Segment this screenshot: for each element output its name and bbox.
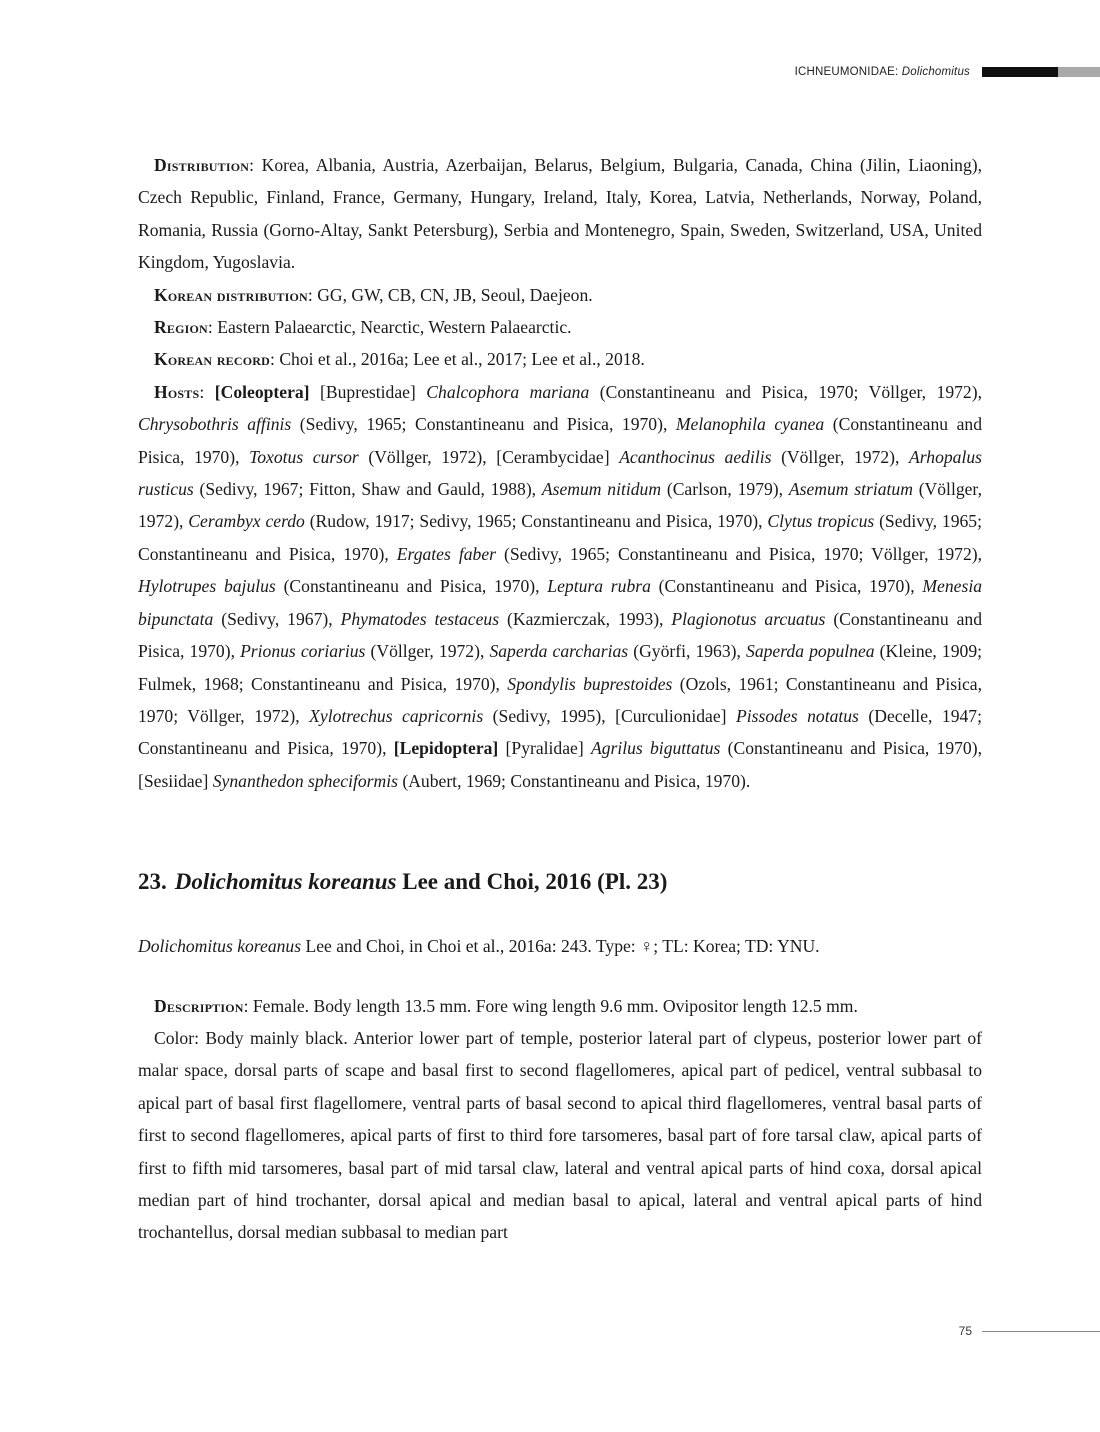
running-head-text (795, 66, 970, 78)
hosts-text: [Buprestidae] (309, 381, 427, 402)
hosts-text: : (199, 381, 215, 402)
host-order-coleoptera: [Coleoptera] (214, 381, 310, 402)
host-species: Phymatodes testaceus (340, 608, 500, 629)
host-species: Arhopalus rusticus (138, 446, 983, 500)
host-species: Asemum nitidum (541, 479, 662, 500)
korean-record-label: Korean record (154, 349, 271, 370)
host-species: Asemum striatum (788, 479, 913, 500)
hosts-text: (Völlger, 1972), (365, 641, 490, 662)
color-paragraph: Color: Body mainly black. Anterior lower part of temple, posterior lateral part of clypeus, posterior lower part of malar space, dorsal parts of scape and basal first to second flagellomeres, apical part of pedicel, ventral subbasal to apical part of basal first flagellomere, ventral parts of basal second to apical third flagellomeres, ventral basal parts of first to second flagellomeres, apical parts of first to third fore tarsomeres, basal part of fore tarsal claw, apical parts of first to fifth mid tarsomeres, basal part of mid tarsal claw, lateral and ventral apical parts of hind coxa, dorsal apical median part of hind trochanter, dorsal apical and median basal to apical, lateral and ventral apical parts of hind trochantellus, dorsal median subbasal to median part (138, 1027, 982, 1243)
species-name: Dolichomitus koreanus (174, 869, 397, 895)
host-species: Saperda carcharias (489, 641, 629, 662)
hosts-text: (Sedivy, 1995), [Curculionidae] (483, 705, 737, 726)
running-head-genus: Dolichomitus (901, 66, 970, 78)
host-species: Hylotrupes bajulus (138, 576, 276, 597)
distribution-label: Distribution (154, 155, 250, 175)
region-paragraph (138, 311, 982, 343)
synonymy-name: Dolichomitus koreanus (138, 936, 302, 957)
synonymy-line (138, 930, 982, 962)
korean-distribution-label: Korean distribution (154, 284, 308, 305)
korean-record-paragraph (138, 343, 982, 375)
running-head (795, 66, 1100, 78)
hosts-text: (Völlger, 1972), (138, 479, 982, 532)
species-authority: Lee and Choi, 2016 (Pl. 23) (396, 869, 668, 895)
korean-record-text: : Choi et al., 2016a; Lee et al., 2017; Lee et al., 2018. (270, 349, 645, 370)
hosts-paragraph (138, 376, 982, 797)
host-species: Plagionotus arcuatus (671, 608, 826, 629)
description-paragraph (138, 990, 982, 1022)
hosts-text: (Constantineanu and Pisica, 1970), (275, 576, 548, 597)
distribution-text: : Korea, Albania, Austria, Azerbaijan, Belarus, Belgium, Bulgaria, Canada, China (Jilin, Liaoning), Czech Republic, Finland, France, Germany, Hungary, Ireland, Italy, Korea, Latvia, Netherlands, Norway, Poland, Romania, Russia (Gorno-Altay, Sankt Petersburg), Serbia and Montenegro, Spain, Sweden, Switzerland, USA, United Kingdom, Yugoslavia. (138, 155, 982, 273)
hosts-text: (Sedivy, 1965; Constantineanu and Pisica, 1970), (138, 511, 982, 564)
host-species: Chrysobothris affinis (138, 414, 292, 435)
korean-distribution-paragraph (138, 279, 982, 311)
running-head-family: ICHNEUMONIDAE: (794, 66, 899, 78)
page-body (138, 149, 982, 1249)
page-footer (959, 1324, 1100, 1338)
host-species: Leptura rubra (547, 576, 651, 597)
region-label: Region (154, 317, 208, 338)
hosts-text: (Györfi, 1963), (628, 641, 747, 662)
hosts-text: (Constantineanu and Pisica, 1970), (138, 414, 983, 467)
hosts-text: (Decelle, 1947; Constantineanu and Pisica, 1970), (138, 705, 982, 759)
description-text: : Female. Body length 13.5 mm. Fore wing length 9.6 mm. Ovipositor length 12.5 mm. (243, 995, 858, 1016)
header-bar-gray (1058, 67, 1100, 77)
hosts-text: (Aubert, 1969; Constantineanu and Pisica, 1970). (397, 770, 751, 791)
host-species: Saperda populnea (746, 641, 875, 662)
hosts-text: (Rudow, 1917; Sedivy, 1965; Constantineanu and Pisica, 1970), (304, 511, 768, 532)
hosts-text: (Ozols, 1961; Constantineanu and Pisica, 1970; Völlger, 1972), (138, 673, 982, 726)
hosts-text: (Sedivy, 1965; Constantineanu and Pisica, 1970), (291, 414, 676, 435)
host-species: Prionus coriarius (240, 641, 366, 662)
synonymy-text: Lee and Choi, in Choi et al., 2016a: 243. Type: ♀; TL: Korea; TD: YNU. (301, 936, 820, 957)
host-species: Clytus tropicus (767, 511, 875, 532)
host-species: Agrilus biguttatus (590, 738, 721, 759)
host-species: Synanthedon spheciformis (212, 770, 398, 791)
hosts-text: (Kleine, 1909; Fulmek, 1968; Constantineanu and Pisica, 1970), (138, 641, 982, 694)
header-bar-black (982, 67, 1058, 77)
footer-rule (982, 1331, 1100, 1332)
host-species: Melanophila cyanea (675, 414, 825, 435)
hosts-text: (Sedivy, 1967), (213, 608, 341, 629)
hosts-label: Hosts (154, 381, 200, 402)
page-number: 75 (958, 1324, 972, 1338)
host-species: Ergates faber (396, 543, 496, 564)
hosts-text: (Sedivy, 1965; Constantineanu and Pisica, 1970; Völlger, 1972), (495, 543, 983, 564)
host-species: Toxotus cursor (249, 446, 359, 467)
hosts-text: (Constantineanu and Pisica, 1970; Völlger, 1972), (589, 381, 982, 402)
species-number: 23. (138, 869, 167, 895)
host-species: Xylotrechus capricornis (309, 705, 484, 726)
hosts-text: (Völlger, 1972), [Cerambycidae] (358, 446, 620, 467)
hosts-text: (Kazmierczak, 1993), (499, 608, 672, 629)
host-order-lepidoptera: [Lepidoptera] (393, 738, 499, 759)
hosts-text: (Constantineanu and Pisica, 1970), [Sesiidae] (138, 738, 982, 791)
korean-distribution-text: : GG, GW, CB, CN, JB, Seoul, Daejeon. (307, 284, 593, 305)
hosts-text: (Constantineanu and Pisica, 1970), (138, 608, 982, 662)
host-species: Chalcophora mariana (426, 381, 590, 402)
hosts-text: [Pyralidae] (498, 738, 591, 759)
host-species: Pissodes notatus (736, 705, 859, 726)
host-species: Acanthocinus aedilis (619, 446, 772, 467)
host-species: Menesia bipunctata (138, 576, 983, 629)
description-label: Description (154, 995, 244, 1016)
distribution-paragraph (138, 149, 982, 279)
hosts-text: (Sedivy, 1967; Fitton, Shaw and Gauld, 1988), (193, 479, 542, 500)
hosts-text: (Constantineanu and Pisica, 1970), (650, 576, 923, 597)
host-species: Spondylis buprestoides (507, 673, 673, 694)
hosts-text: (Völlger, 1972), (771, 446, 910, 467)
region-text: : Eastern Palaearctic, Nearctic, Western Palaearctic. (207, 317, 572, 338)
hosts-text: (Carlson, 1979), (661, 479, 789, 500)
species-heading (138, 867, 982, 897)
host-species: Cerambyx cerdo (188, 511, 305, 532)
